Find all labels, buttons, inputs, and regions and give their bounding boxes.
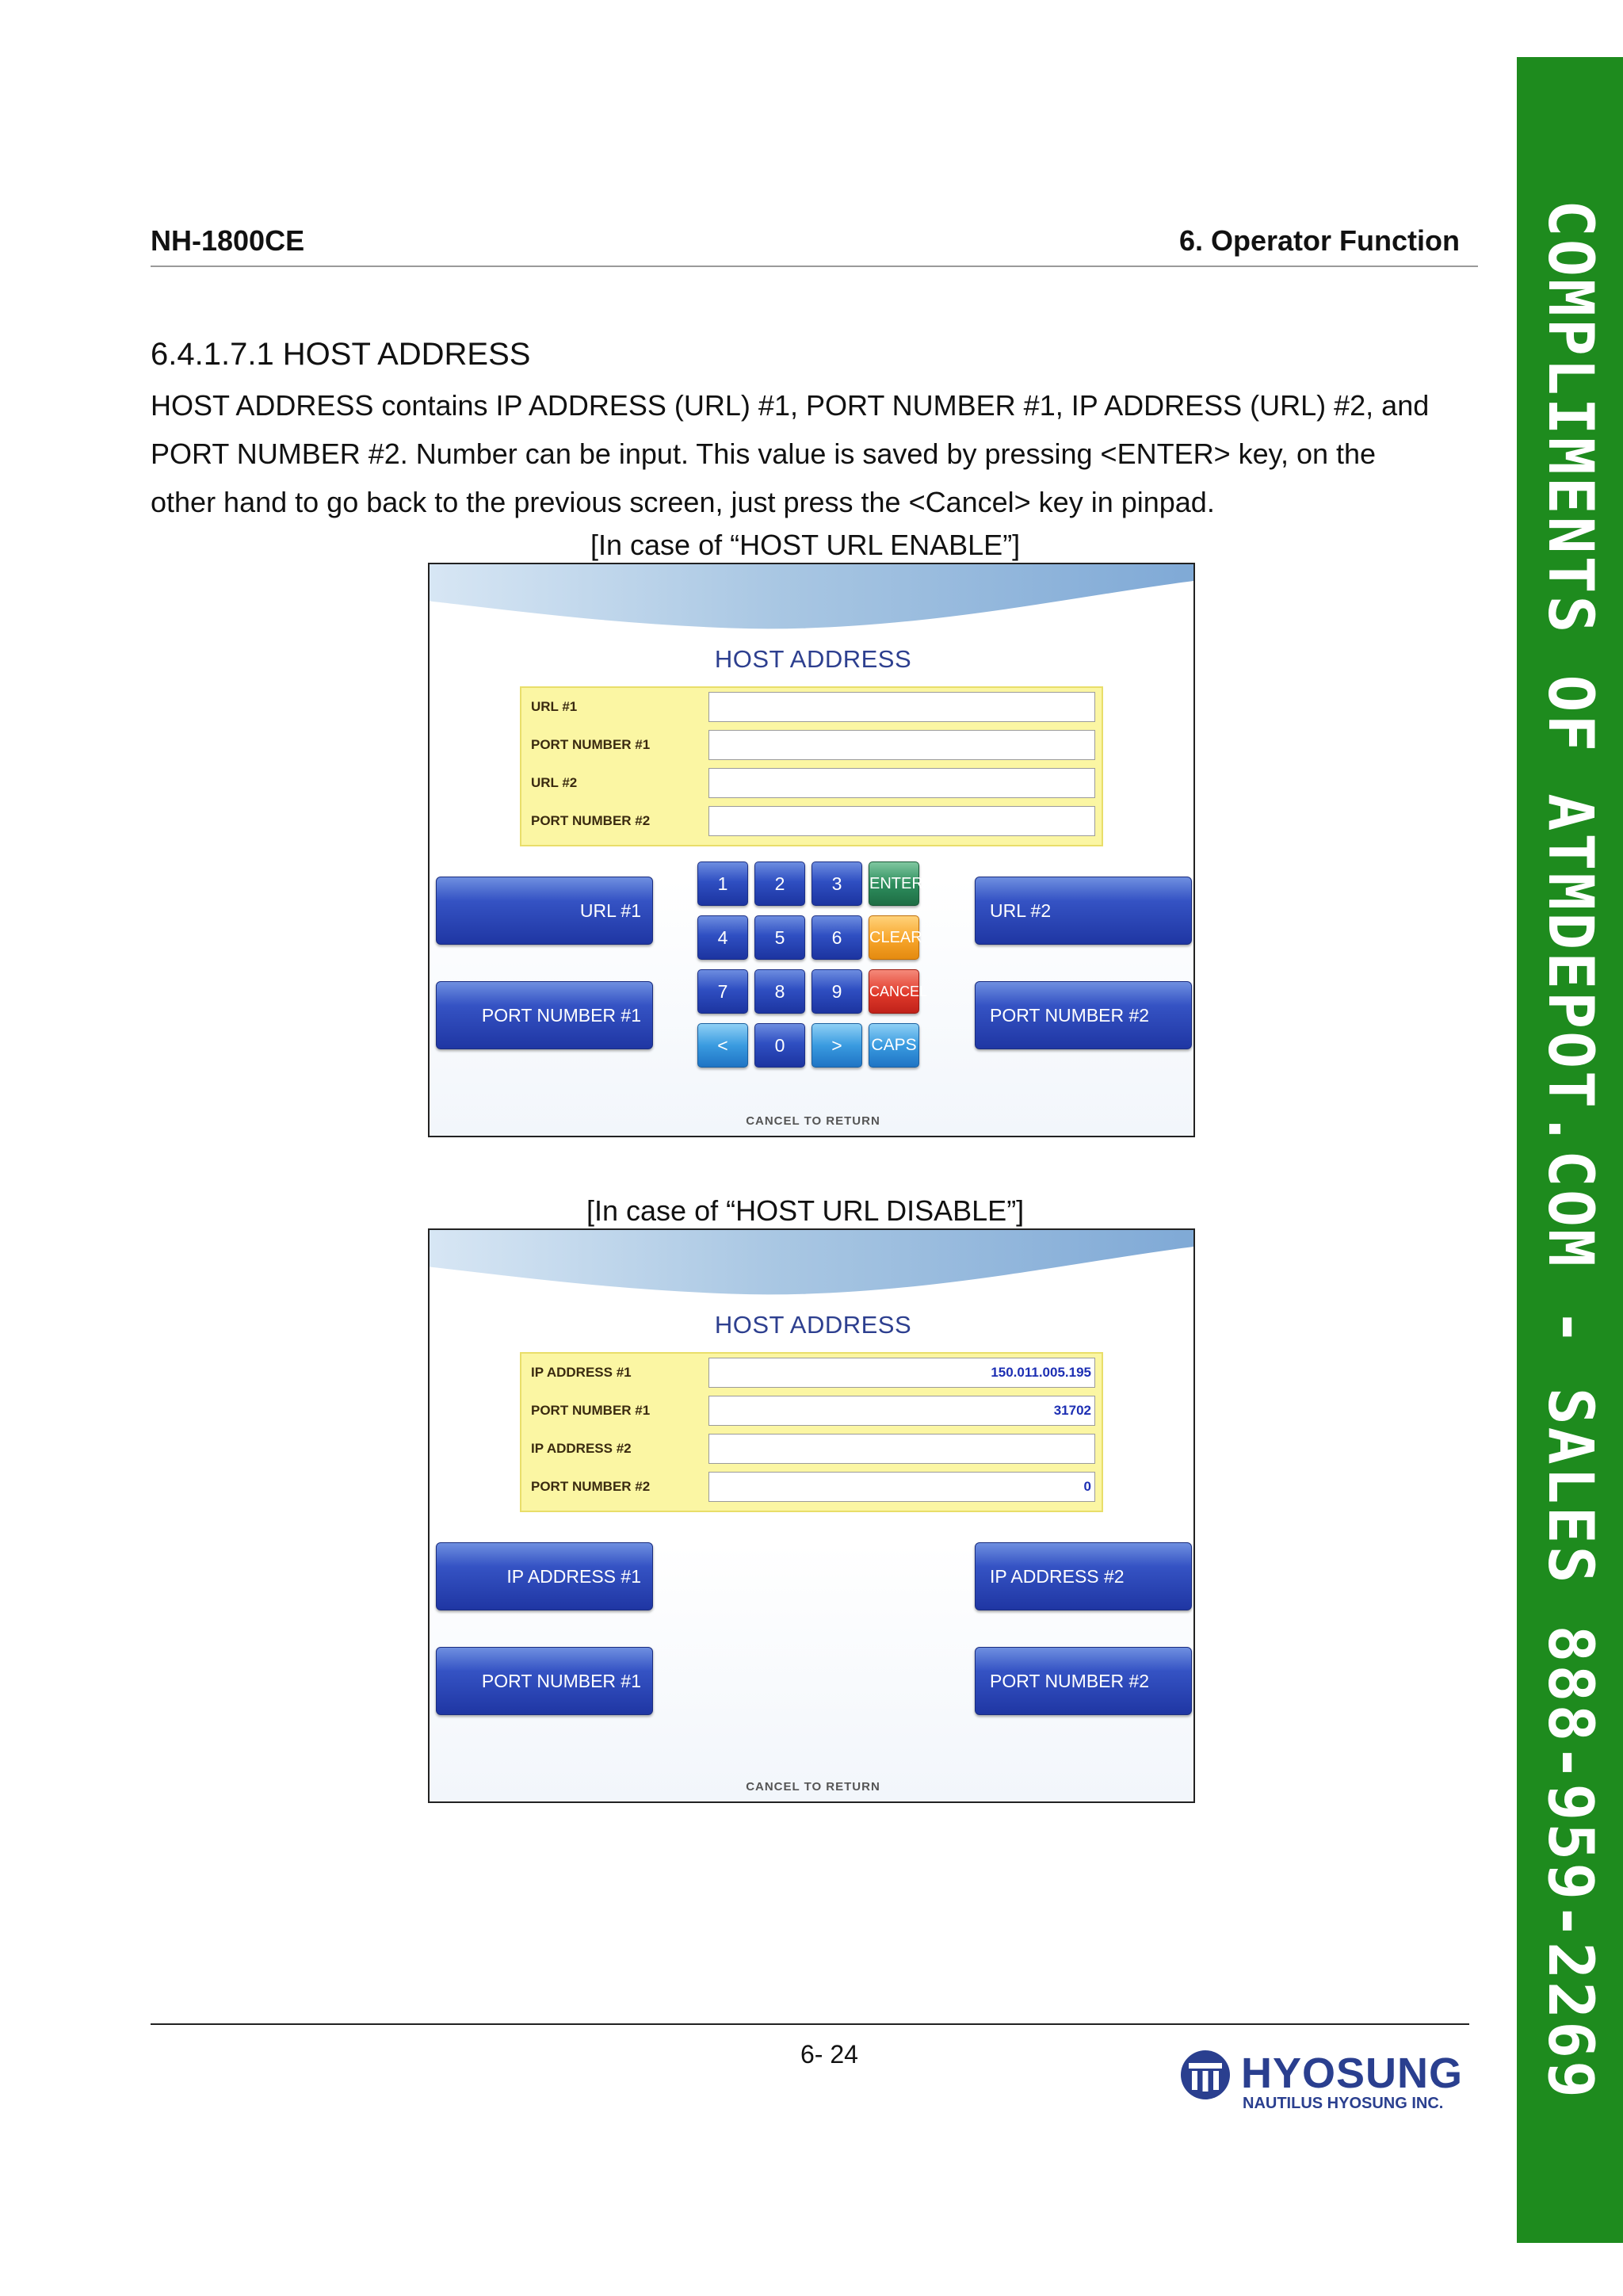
field-label: URL #2 <box>531 775 578 790</box>
form-row <box>521 804 1105 835</box>
paragraph-line: HOST ADDRESS contains IP ADDRESS (URL) #1, PORT NUMBER #1, IP ADDRESS (URL) #2, and <box>151 389 1430 422</box>
hyosung-logo <box>1179 2049 1464 2112</box>
page-number: 6- 24 <box>800 2040 858 2069</box>
key-3[interactable]: 3 <box>812 861 862 906</box>
form-row <box>521 1469 1105 1501</box>
logo-wordmark: HYOSUNG <box>1241 2050 1464 2097</box>
form-row <box>521 1393 1105 1425</box>
url-2-field[interactable] <box>708 768 1095 798</box>
clear-key[interactable]: CLEAR <box>869 915 919 960</box>
field-label: IP ADDRESS #2 <box>531 1441 632 1456</box>
form-row <box>521 690 1105 721</box>
key-7[interactable]: 7 <box>697 969 748 1014</box>
host-address-form <box>520 1352 1103 1512</box>
host-address-form <box>520 686 1103 846</box>
url-1-button[interactable]: URL #1 <box>436 877 653 945</box>
field-label: URL #1 <box>531 699 578 714</box>
port-number-1-field[interactable]: 31702 <box>708 1396 1095 1426</box>
key-0[interactable]: 0 <box>754 1023 805 1068</box>
ip-address-1-button[interactable]: IP ADDRESS #1 <box>436 1542 653 1610</box>
section-paragraph <box>151 381 1482 526</box>
caps-key[interactable]: CAPS <box>869 1023 919 1068</box>
url-1-field[interactable] <box>708 692 1095 722</box>
port-number-2-button[interactable]: PORT NUMBER #2 <box>975 981 1192 1049</box>
port-number-1-field[interactable] <box>708 730 1095 760</box>
field-label: PORT NUMBER #1 <box>531 737 651 752</box>
cancel-hint: CANCEL TO RETURN <box>746 1114 880 1128</box>
form-row <box>521 1431 1105 1463</box>
key-9[interactable]: 9 <box>812 969 862 1014</box>
url-2-button[interactable]: URL #2 <box>975 877 1192 945</box>
logo-subtitle: NAUTILUS HYOSUNG INC. <box>1243 2095 1444 2112</box>
header-wave-graphic <box>430 564 1195 651</box>
atm-screen-url-enable <box>428 563 1195 1137</box>
form-row <box>521 1355 1105 1387</box>
paragraph-line: PORT NUMBER #2. Number can be input. This value is saved by pressing <ENTER> key, on the <box>151 437 1377 470</box>
key-6[interactable]: 6 <box>812 915 862 960</box>
key-4[interactable]: 4 <box>697 915 748 960</box>
paragraph-line: other hand to go back to the previous screen, just press the <Cancel> key in pinpad. <box>151 486 1215 518</box>
atm-screen-url-disable <box>428 1228 1195 1803</box>
field-label: PORT NUMBER #2 <box>531 813 651 828</box>
cursor-right-key[interactable]: > <box>812 1023 862 1068</box>
port-number-1-button[interactable]: PORT NUMBER #1 <box>436 981 653 1049</box>
port-number-2-field[interactable]: 0 <box>708 1472 1095 1502</box>
ip-address-2-button[interactable]: IP ADDRESS #2 <box>975 1542 1192 1610</box>
cancel-key[interactable]: CANCEL <box>869 969 919 1014</box>
enter-key[interactable]: ENTER <box>869 861 919 906</box>
screen-title: HOST ADDRESS <box>714 645 912 673</box>
watermark-band <box>1517 57 1623 2243</box>
screen-title: HOST ADDRESS <box>714 1311 912 1339</box>
header-wave-graphic <box>430 1230 1195 1317</box>
hyosung-emblem-icon <box>1179 2049 1232 2101</box>
screen1-caption: [In case of “HOST URL ENABLE”] <box>590 529 1021 561</box>
form-row <box>521 766 1105 797</box>
chapter-title: 6. Operator Function <box>1178 224 1460 257</box>
field-label: PORT NUMBER #2 <box>531 1479 651 1494</box>
key-2[interactable]: 2 <box>754 861 805 906</box>
field-label: IP ADDRESS #1 <box>531 1365 632 1380</box>
key-5[interactable]: 5 <box>754 915 805 960</box>
field-label: PORT NUMBER #1 <box>531 1403 651 1418</box>
section-title: 6.4.1.7.1 HOST ADDRESS <box>151 337 531 372</box>
key-8[interactable]: 8 <box>754 969 805 1014</box>
port-number-1-button[interactable]: PORT NUMBER #1 <box>436 1647 653 1715</box>
cursor-left-key[interactable]: < <box>697 1023 748 1068</box>
ip-address-1-field[interactable]: 150.011.005.195 <box>708 1358 1095 1388</box>
ip-address-2-field[interactable] <box>708 1434 1095 1464</box>
header-divider <box>151 266 1478 267</box>
document-model: NH-1800CE <box>151 224 305 257</box>
key-1[interactable]: 1 <box>697 861 748 906</box>
form-row <box>521 728 1105 759</box>
watermark-text: COMPLIMENTS OF ATMDEPOT.COM - SALES 888-959-2269 <box>1534 199 1606 2101</box>
cancel-hint: CANCEL TO RETURN <box>746 1780 880 1794</box>
footer-divider <box>151 2023 1469 2025</box>
port-number-2-field[interactable] <box>708 806 1095 836</box>
port-number-2-button[interactable]: PORT NUMBER #2 <box>975 1647 1192 1715</box>
screen2-caption: [In case of “HOST URL DISABLE”] <box>586 1194 1025 1227</box>
